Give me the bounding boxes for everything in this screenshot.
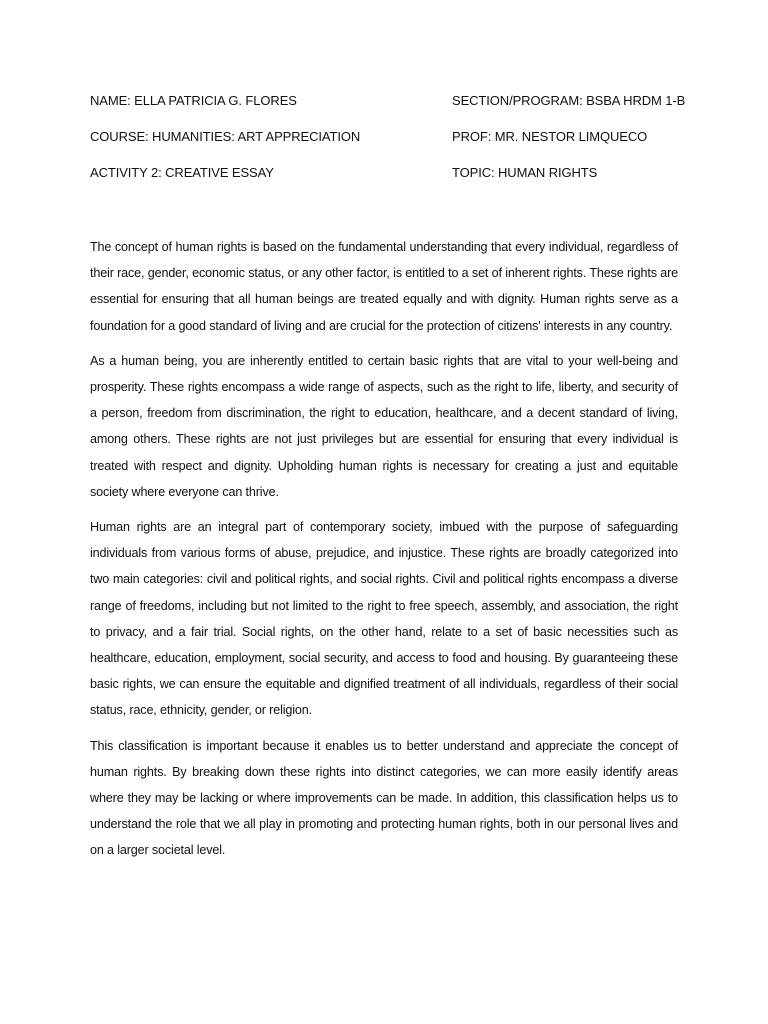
essay-paragraph-2: As a human being, you are inherently entitled to certain basic rights that are vital to your well-being and prosperity. These rights encompass a wide range of aspects, such as the right to life, liberty, and security of a person, freedom from discrimination, the right to education, healthcare, and a decent standard of living, among others. These rights are not just privileges but are essential for ensuring that every individual is treated with respect and dignity. Upholding human rights is necessary for creating a just and equitable society where everyone can thrive. — [90, 353, 678, 499]
essay-paragraph-4: This classification is important because it enables us to better understand and appreciate the concept of human rights. By breaking down these rights into distinct categories, we can more easily identify areas where they may be lacking or where improvements can be made. In addition, this classification helps us to understand the role that we all play in promoting and protecting human rights, both in our personal lives and on a larger societal level. — [90, 738, 678, 858]
document-header — [90, 92, 690, 200]
header-row-1 — [90, 92, 690, 128]
essay-paragraph-3: Human rights are an integral part of contemporary society, imbued with the purpose of safeguarding individuals from various forms of abuse, prejudice, and injustice. These rights are broadly categorized into two main categories: civil and political rights, and social rights. Civil and political rights encompass a diverse range of freedoms, including but not limited to the right to free speech, assembly, and association, the right to privacy, and a fair trial. Social rights, on the other hand, relate to a set of basic necessities such as healthcare, education, employment, social security, and access to food and housing. By guaranteeing these basic rights, we can ensure the equitable and dignified treatment of all individuals, regardless of their social status, race, ethnicity, gender, or religion. — [90, 520, 678, 718]
student-name: NAME: ELLA PATRICIA G. FLORES — [90, 93, 297, 108]
course-name: COURSE: HUMANITIES: ART APPRECIATION — [90, 129, 361, 144]
essay-paragraph-1: The concept of human rights is based on the fundamental understanding that every individual, regardless of their race, gender, economic status, or any other factor, is entitled to a set of inherent rights. These rights are essential for ensuring that all human beings are treated equally and with dignity. Human rights serve as a foundation for a good standard of living and are crucial for the protection of citizens' interests in any country. — [90, 240, 678, 333]
essay-topic: TOPIC: HUMAN RIGHTS — [452, 165, 598, 180]
header-row-3 — [90, 164, 690, 200]
header-row-2 — [90, 128, 690, 164]
section-program: SECTION/PROGRAM: BSBA HRDM 1-B — [452, 93, 686, 108]
essay-body — [90, 234, 678, 873]
activity-title: ACTIVITY 2: CREATIVE ESSAY — [90, 165, 274, 180]
professor-name: PROF: MR. NESTOR LIMQUECO — [452, 129, 648, 144]
